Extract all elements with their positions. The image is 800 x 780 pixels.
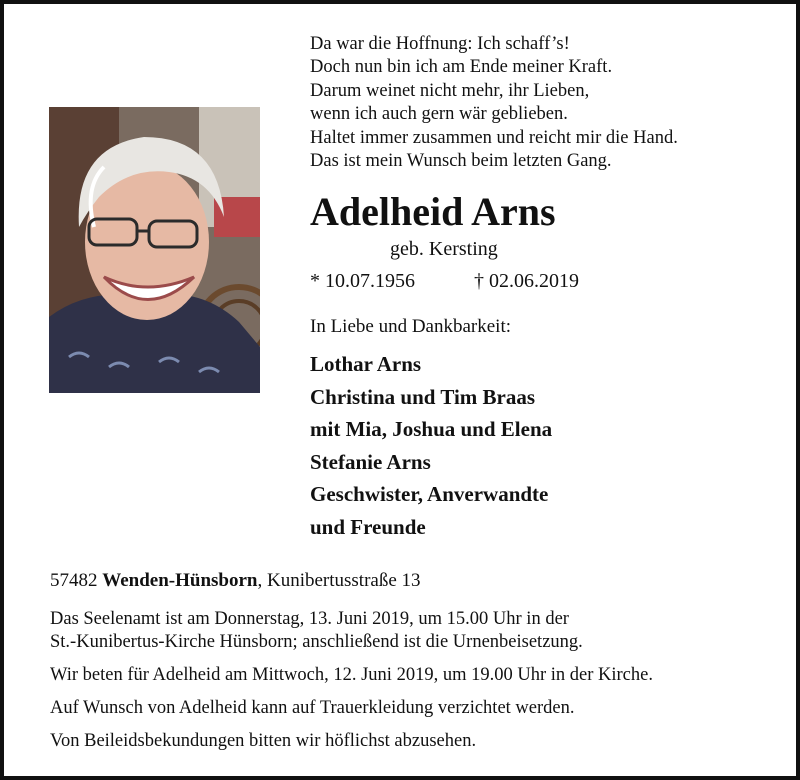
mourning-address (50, 568, 421, 594)
deceased-name: Adelheid Arns (310, 189, 556, 234)
portrait-photo (49, 107, 260, 393)
mourner-entry: Stefanie Arns (310, 449, 431, 474)
death-date: † 02.06.2019 (474, 270, 579, 292)
address-town: Wenden-Hünsborn (102, 570, 258, 591)
birth-date: * 10.07.1956 (310, 270, 415, 292)
poem-line: Haltet immer zusammen und reicht mir die Hand. (310, 127, 678, 148)
mourner-entry: und Freunde (310, 514, 426, 539)
mourner-entry: Christina und Tim Braas (310, 384, 536, 409)
mourner-entry: mit Mia, Joshua und Elena (310, 417, 553, 441)
poem-line: Da war die Hoffnung: Ich schaff’s! (310, 34, 570, 54)
service-notices (50, 608, 653, 763)
address-street: , Kunibertusstraße 13 (257, 570, 421, 591)
poem-line: Darum weinet nicht mehr, ihr Lieben, (310, 80, 590, 101)
portrait-illustration (49, 107, 260, 393)
farewell-poem (310, 33, 678, 173)
requiem-notice (50, 608, 653, 654)
clothing-notice: Auf Wunsch von Adelheid kann auf Trauerkleidung verzichtet werden. (50, 698, 575, 718)
birth-name: geb. Kersting (390, 238, 498, 260)
prayer-notice: Wir beten für Adelheid am Mittwoch, 12. Juni 2019, um 19.00 Uhr in der Kirche. (50, 665, 653, 685)
condolence-notice: Von Beileidsbekundungen bitten wir höflichst abzusehen. (50, 731, 477, 751)
poem-line: Doch nun bin ich am Ende meiner Kraft. (310, 57, 613, 78)
mourner-entry: Geschwister, Anverwandte (310, 482, 549, 506)
requiem-line-2: St.-Kunibertus-Kirche Hünsborn; anschließend ist die Urnenbeisetzung. (50, 632, 583, 652)
poem-line: wenn ich auch gern wär geblieben. (310, 104, 568, 125)
address-zip: 57482 (50, 570, 98, 591)
poem-line: Das ist mein Wunsch beim letzten Gang. (310, 151, 612, 172)
life-dates (310, 268, 579, 294)
dedication-line: In Liebe und Dankbarkeit: (310, 316, 512, 337)
mourner-entry: Lothar Arns (310, 352, 422, 376)
mourners-list (310, 348, 552, 543)
requiem-line-1: Das Seelenamt ist am Donnerstag, 13. Juni 2019, um 15.00 Uhr in der (50, 609, 569, 629)
